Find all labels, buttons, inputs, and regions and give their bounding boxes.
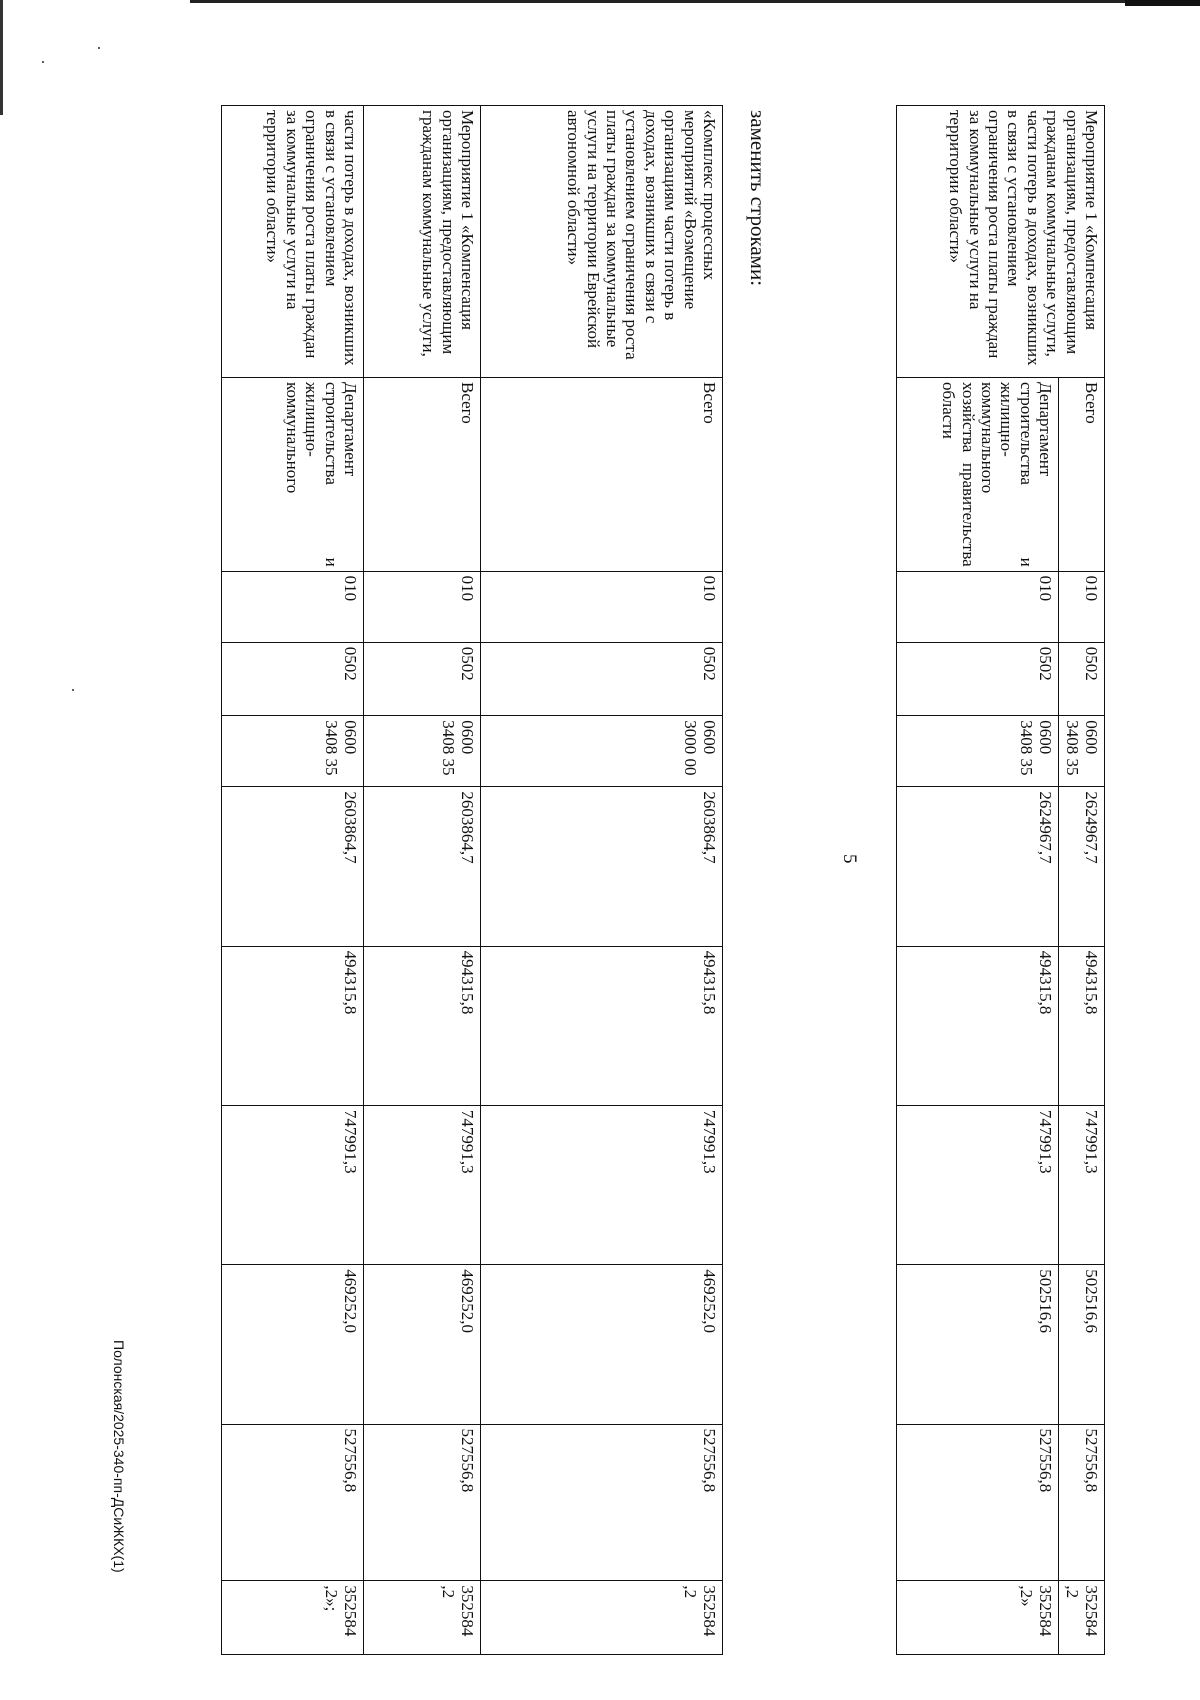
rzpr-cell: 0502	[222, 642, 364, 716]
scan-top-border-thick	[1125, 0, 1200, 6]
value-cell: 494315,8	[364, 946, 481, 1105]
value-cell: 527556,8	[897, 1424, 1059, 1581]
value-cell: 469252,0	[481, 1265, 723, 1424]
value-cell: 352584 ,2»	[897, 1581, 1059, 1655]
table-row	[481, 106, 723, 1655]
rzpr-cell: 0502	[1059, 642, 1105, 716]
rzpr-cell: 0502	[481, 642, 723, 716]
scan-left-border	[0, 0, 3, 115]
value-cell: 527556,8	[1059, 1424, 1105, 1581]
table-row	[222, 106, 364, 1655]
replace-caption: заменить строками:	[746, 110, 770, 287]
scan-top-border	[190, 0, 1200, 3]
measure-name-cell: части потерь в доходах, возникших в связи с установлением ограничения роста платы граждан за коммунальные услуги на территории области»	[222, 106, 364, 378]
value-cell: 469252,0	[222, 1265, 364, 1424]
value-cell: 502516,6	[897, 1265, 1059, 1424]
value-cell: 352584 ,2»;	[222, 1581, 364, 1655]
value-cell: 494315,8	[481, 946, 723, 1105]
value-cell: 747991,3	[481, 1105, 723, 1264]
value-cell: 2624967,7	[897, 787, 1059, 946]
csr-cell: 0600 3000 00	[481, 716, 723, 787]
measure-name-cell: «Комплекс процессных мероприятий «Возмещение организациям части потерь в доходах, возникших в связи с установлением ограничения роста платы граждан за коммунальные услуги на территории Еврейской автономной области»	[481, 106, 723, 378]
value-cell: 527556,8	[481, 1424, 723, 1581]
value-cell: 494315,8	[1059, 946, 1105, 1105]
document-code-footer: Полонская/2025-340-пп-ДСиЖКХ(1)	[111, 1340, 127, 1573]
value-cell: 352584 ,2	[481, 1581, 723, 1655]
value-cell: 352584 ,2	[1059, 1581, 1105, 1655]
grbs-cell: 010	[481, 571, 723, 642]
value-cell: 494315,8	[897, 946, 1059, 1105]
measure-name-cell: Мероприятие 1 «Компенсация организациям, предоставляющим гражданам коммунальные услуги, части потерь в доходах, возникших в связи с установлением ограничения роста платы граждан за коммунальные услуги на территории области»	[897, 106, 1105, 378]
value-cell: 527556,8	[222, 1424, 364, 1581]
rzpr-cell: 0502	[897, 642, 1059, 716]
grbs-cell: 010	[222, 571, 364, 642]
csr-cell: 0600 3408 35	[1059, 716, 1105, 787]
value-cell: 469252,0	[364, 1265, 481, 1424]
measure-name-cell: Мероприятие 1 «Компенсация организациям, предоставляющим гражданам коммунальные услуги,	[364, 106, 481, 378]
value-cell: 2603864,7	[364, 787, 481, 946]
page-number: 5	[839, 854, 860, 864]
scan-speck: ·	[40, 52, 46, 72]
agency-cell: Департамент строительства и жилищно-коммунального хозяйства правительства области	[897, 378, 1059, 572]
value-cell: 352584 ,2	[364, 1581, 481, 1655]
scan-speck: ·	[96, 38, 102, 58]
value-cell: 747991,3	[1059, 1105, 1105, 1264]
csr-cell: 0600 3408 35	[364, 716, 481, 787]
table-row	[1059, 106, 1105, 1655]
grbs-cell: 010	[1059, 571, 1105, 642]
csr-cell: 0600 3408 35	[222, 716, 364, 787]
agency-cell: Всего	[481, 378, 723, 572]
value-cell: 502516,6	[1059, 1265, 1105, 1424]
value-cell: 2603864,7	[481, 787, 723, 946]
value-cell: 527556,8	[364, 1424, 481, 1581]
agency-cell: Всего	[364, 378, 481, 572]
value-cell: 494315,8	[222, 946, 364, 1105]
rotated-sheet	[95, 40, 1200, 1680]
table-row	[364, 106, 481, 1655]
value-cell: 2603864,7	[222, 787, 364, 946]
value-cell: 747991,3	[897, 1105, 1059, 1264]
scan-speck: ·	[70, 680, 76, 700]
grbs-cell: 010	[897, 571, 1059, 642]
csr-cell: 0600 3408 35	[897, 716, 1059, 787]
grbs-cell: 010	[364, 571, 481, 642]
table-old-rows	[896, 105, 1105, 1655]
value-cell: 747991,3	[364, 1105, 481, 1264]
table-new-rows	[221, 105, 723, 1655]
agency-cell: Департамент строительства и жилищно-коммунального	[222, 378, 364, 572]
rzpr-cell: 0502	[364, 642, 481, 716]
value-cell: 2624967,7	[1059, 787, 1105, 946]
agency-cell: Всего	[1059, 378, 1105, 572]
value-cell: 747991,3	[222, 1105, 364, 1264]
